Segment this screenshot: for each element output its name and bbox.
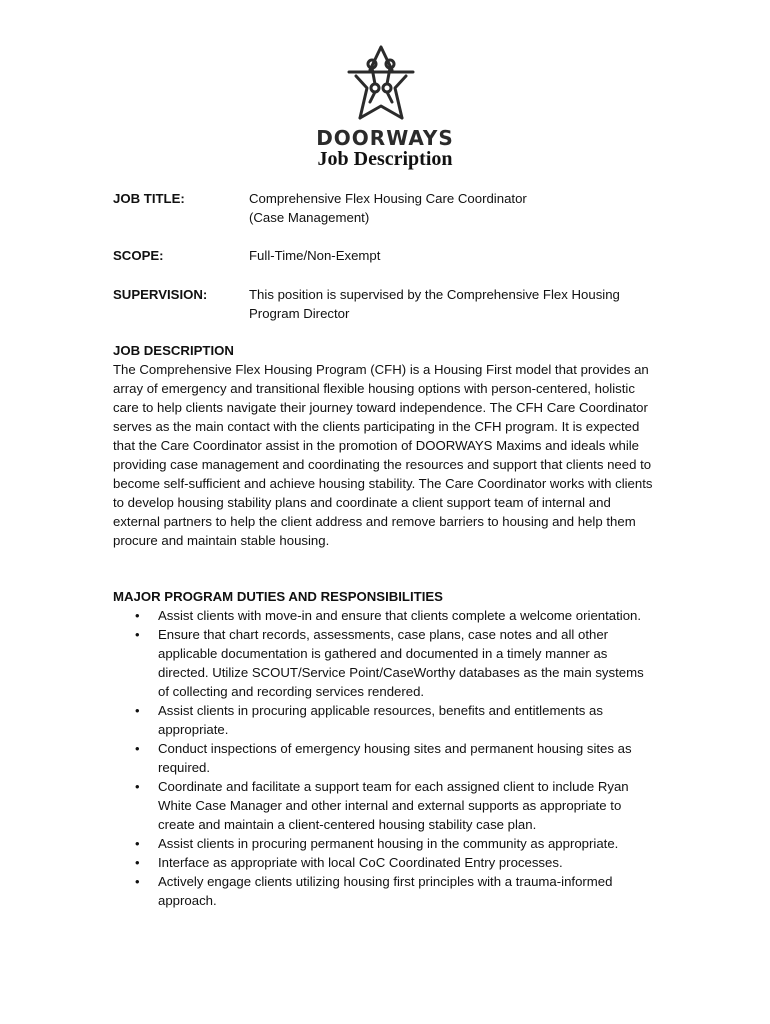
duty-text: Assist clients with move-in and ensure that clients complete a welcome orientation. <box>158 608 642 623</box>
list-item <box>113 853 658 872</box>
supervision-value <box>249 285 673 323</box>
duties-section <box>113 587 658 910</box>
duty-text: Conduct inspections of emergency housing sites and permanent housing sites as required. <box>158 741 632 775</box>
duties-list <box>113 606 658 910</box>
document-title: Job Description <box>317 148 453 170</box>
bullet-icon: • <box>135 741 140 756</box>
duty-text: Actively engage clients utilizing housing first principles with a trauma-informed approach. <box>158 874 613 908</box>
duty-text: Assist clients in procuring permanent housing in the community as appropriate. <box>158 836 619 851</box>
list-item <box>113 777 658 834</box>
job-title-label: JOB TITLE: <box>113 191 185 206</box>
bullet-icon: • <box>135 608 140 623</box>
duty-text: Ensure that chart records, assessments, case plans, case notes and all other applicable documentation is gathered and documented in a timely manner as directed. Utilize SCOUT/Service Point/CaseWorthy databases as the main systems of collecting and recording services rendered. <box>158 627 644 699</box>
job-title-line: Comprehensive Flex Housing Care Coordinator <box>249 191 527 206</box>
list-item <box>113 701 658 739</box>
duties-heading: MAJOR PROGRAM DUTIES AND RESPONSIBILITIES <box>113 589 443 604</box>
job-title-line: (Case Management) <box>249 210 370 225</box>
supervision-label: SUPERVISION: <box>113 287 208 302</box>
bullet-icon: • <box>135 855 140 870</box>
bullet-icon: • <box>135 779 140 794</box>
bullet-icon: • <box>135 627 140 642</box>
bullet-icon: • <box>135 703 140 718</box>
scope-label: SCOPE: <box>113 248 164 263</box>
duty-text: Assist clients in procuring applicable resources, benefits and entitlements as appropriate. <box>158 703 603 737</box>
job-title-value <box>249 189 673 227</box>
duty-text: Interface as appropriate with local CoC Coordinated Entry processes. <box>158 855 563 870</box>
list-item <box>113 872 658 910</box>
duty-text: Coordinate and facilitate a support team for each assigned client to include Ryan White Case Manager and other internal and external supports as appropriate to create and maintain a client-centered housing stability case plan. <box>158 779 629 832</box>
brand-name: DOORWAYS <box>316 126 454 150</box>
bullet-icon: • <box>135 874 140 889</box>
list-item <box>113 739 658 777</box>
supervision-line: Program Director <box>249 306 350 321</box>
list-item <box>113 606 658 625</box>
list-item <box>113 625 658 701</box>
scope-value: Full-Time/Non-Exempt <box>249 248 381 263</box>
bullet-icon: • <box>135 836 140 851</box>
job-description-heading: JOB DESCRIPTION <box>113 343 234 358</box>
supervision-line: This position is supervised by the Comprehensive Flex Housing <box>249 287 620 302</box>
job-description-section <box>113 341 658 550</box>
doorways-star-logo-icon <box>346 44 416 122</box>
job-description-body: The Comprehensive Flex Housing Program (CFH) is a Housing First model that provides an array of emergency and transitional flexible housing options with person-centered, holistic care to help clients navigate their journey toward independence. The CFH Care Coordinator serves as the main contact with the clients participating in the CFH program. It is expected that the Care Coordinator assist in the promotion of DOORWAYS Maxims and ideals while providing case management and coordinating the resources and support that clients need to become self-sufficient and achieve housing stability. The Care Coordinator works with clients to develop housing stability plans and coordinate a client support team of internal and external partners to help the client address and remove barriers to housing and help them procure and maintain stable housing. <box>113 362 653 548</box>
list-item <box>113 834 658 853</box>
